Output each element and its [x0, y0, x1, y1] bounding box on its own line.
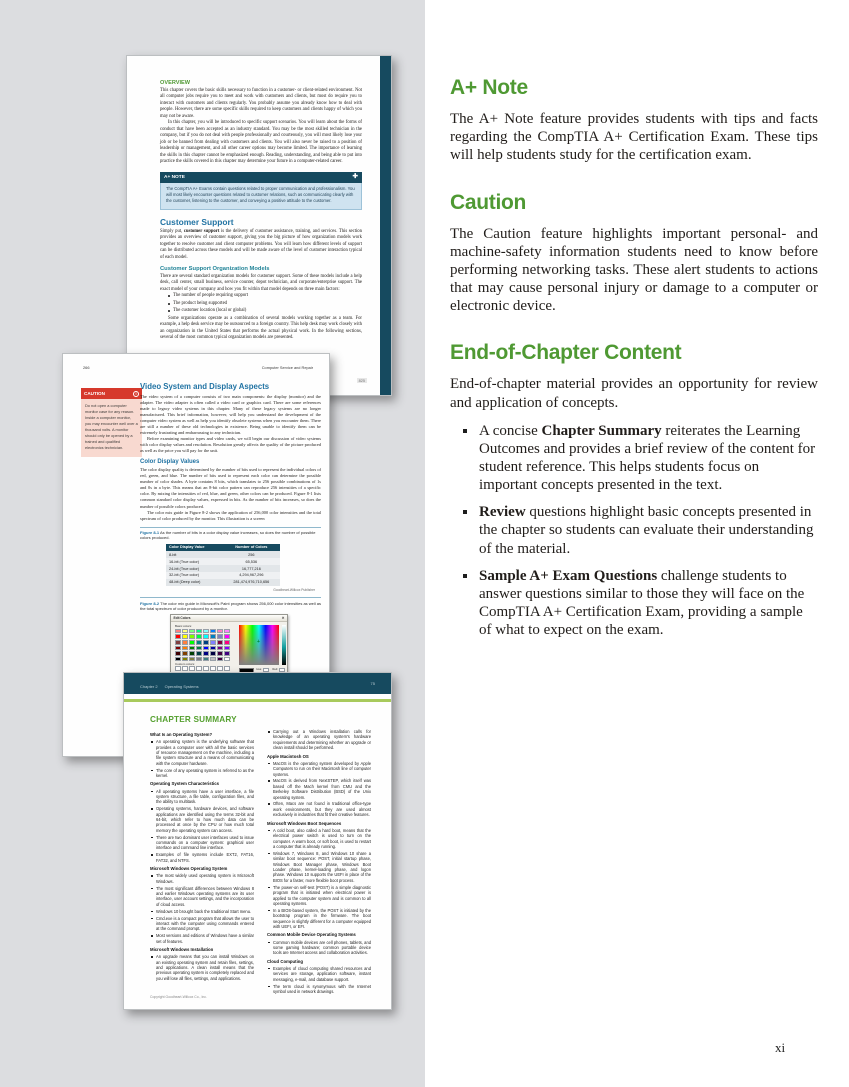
video-system-paragraph-1: The video system of a computer consists of two main components: the display (monitor) and the adapter. The video adapter is often called a video card or graphics card. There are some references made to legacy video systems in this chapter. Many of these legacy systems are no longer manufactured. This brief information, however, will help you understand the development of the computer video system as well as help you identify obsolete systems when you encounter them. There are still a number of these old technologies in existence. Being unable to identify them can be extremely frustrating and embarrassing to any technician.: [140, 394, 321, 436]
page-number: xi: [775, 1040, 786, 1055]
table-row: 48-bit (Deep color) 281,474,976,710,656: [166, 579, 280, 586]
a-plus-note-paragraph: The A+ Note feature provides students with tips and facts regarding the CompTIA A+ Certification Exam. These tips will help students study for the certification exam.: [450, 111, 818, 164]
chapter-summary-heading: CHAPTER SUMMARY: [150, 715, 237, 724]
hue-field-label: Hue:: [256, 668, 262, 672]
custom-colors-label: Custom colors:: [175, 662, 196, 667]
feature-bullet: Sample A+ Exam Questions challenge students to answer questions similar to those they will face on the CompTIA A+ Certification Exam, providing a sample of what to expect on the exam.: [450, 567, 818, 640]
feature-section-caution: [450, 191, 818, 316]
red-field-label: Red:: [272, 668, 278, 672]
crosshair-icon: +: [257, 639, 260, 646]
overview-paragraph-2: In this chapter, you will be introduced to specific support scenarios. You will learn about the forms of conduct that have been accepted as an industry standard. You may be the most skilled technician in the company, but if you do not deal with people professionally and courteously, you will most likely lose your job or be banned from dealing with customers and clients. You will also never be raised to a position of leadership or management, and all other career options may become limited. The importance of learning the skills in this chapter cannot be emphasized enough. Reading, understanding, and being able to put into practice the skills covered in this chapter may determine your future in a computer-related career.: [160, 120, 362, 165]
org-models-paragraph-2: Some organizations operate as a combination of several models working together as a team. For example, a help desk service may be outsourced to a foreign country. This help desk may work closely with an organization in the United States that performs the actual physical work. In the following sections, several of the most common typical organization models are presented.: [160, 315, 362, 341]
figure-divider: [140, 597, 321, 598]
page3-folio: 75: [370, 681, 375, 686]
summary-left-column: What Is an Operating System? An operating system is the underlying software that provides a computer user with all the basic services of resource management on the machine, including a file system structure and a means of communicating with the computer hardware. The core of any operating system is referred to as the kernel. Operating System Characteristics All operating systems have a user interface, a file system structure, a file table, configuration files, and the ability to multitask. Operating systems, hardware devices, and software applications are identified using the terms 32-bit and 64-bit, which refer to how much data can be processed at once by the CPU or how much total memory the operating system can access. There are two dominant user interfaces used to issue commands on a computer system: graphical user interface and command line interface. Examples of file systems include EXT2, FAT16, FAT32, and NTFS. Microsoft Windows Operating System The most widely used operating system is Microsoft Windows. The most significant differences between Windows 8 and earlier Windows operating systems are its user interface, user account settings, and the incorporation of cloud access. Windows 10 brought back the traditional Start menu. Cmd.exe is a compact program that allows the user to interact with the computer using commands entered at the command prompt. Most versions and editions of Windows have a similar set of features. Microsoft Windows Installation An upgrade means that you can install Windows on an existing operating system and retain files, settings, and applications. A clean install means that the previous operating system is completely replaced and you will lose all files, settings, and applications.: [150, 732, 254, 981]
warning-icon: !: [133, 391, 139, 397]
running-head: Computer Service and Repair: [261, 365, 313, 370]
color-display-paragraph-1: The color display quality is determined by the number of bits used to represent the individual colors of red, green, and blue. The number of bits used to represent each color can determine the possible number of color shades. A byte contains 8 bits, which translates to 256 possible combinations of 1s and 0s in a byte. This means that an 8-bit color pattern can reproduce 256 intensities of a specific color. By mixing the intensities of red, blue, and green, other colors can be produced. Figure 8-1 lists common standard color display values, expressed in bits. As the number of bits increases, so does the number of possible colors produced.: [140, 467, 321, 509]
chapter-header-bar: [124, 673, 391, 694]
figure-divider: [140, 527, 321, 528]
customer-support-paragraph: Simply put, customer support is the delivery of customer assistance, training, and services. This section provides an overview of customer support, giving you the big picture of how organization models work together to resolve customer and client computer problems. You will learn how different levels of support can be distributed across these models and will be made aware of the level of customer interaction typical of each model.: [160, 228, 362, 260]
table-row: 24-bit (True color) 16,777,216: [166, 565, 280, 572]
org-models-bullet: The product being supported: [168, 301, 362, 308]
table-row: 16-bit (True color) 65,536: [166, 558, 280, 565]
page1-folio: 825: [358, 378, 365, 383]
basic-colors-label: Basic colors:: [175, 624, 193, 629]
red-field: [279, 668, 285, 672]
chapter-title: Operating Systems: [164, 683, 199, 689]
figure-credit: Goodheart-Willcox Publisher: [273, 588, 315, 592]
org-models-bullet: The customer location (local or global): [168, 308, 362, 315]
video-system-heading: Video System and Display Aspects: [140, 382, 270, 391]
end-of-chapter-bullets: [450, 422, 818, 640]
org-models-bullet: The number of people requiring support: [168, 293, 362, 300]
org-models-heading: Customer Support Organization Models: [160, 266, 270, 273]
table-row: 32-bit (True color) 4,294,967,296: [166, 572, 280, 579]
color-display-values-heading: Color Display Values: [140, 459, 200, 466]
color-display-paragraph-2: The color mix guide in Figure 8-2 shows the application of 256,000 color intensities and the total spectrum of color produced by the monitor. This illustration is a screen: [140, 509, 321, 521]
color-display-table: [166, 544, 280, 586]
plus-icon: ✚: [352, 173, 358, 181]
chapter-label: Chapter 2: [140, 683, 158, 689]
luminance-bar: [282, 625, 286, 665]
end-of-chapter-paragraph: End-of-chapter material provides an opportunity for review and application of concepts.: [450, 376, 818, 411]
org-models-paragraph-1: There are several standard organization models for customer support. Some of these models include a help desk, call center, small business, service counter, depot technician, and corporate/enterprise support. The exact model of your company and how you fit within that model depends on three main factors:: [160, 273, 362, 292]
customer-support-heading: Customer Support: [160, 216, 234, 227]
a-plus-note-heading: A+ Note: [450, 76, 528, 99]
close-icon: ✕: [281, 616, 285, 621]
a-plus-note-body: The CompTIA A+ Exams contain questions related to proper communication and professionalism. You will most likely encounter questions related to customer relations, such as communicating clearly with the customer, listening to the customer, and conveying a positive attitude to the customer.: [160, 183, 362, 210]
a-plus-note-label: A+ NOTE: [164, 174, 185, 180]
a-plus-note-box: [160, 172, 362, 210]
caution-heading: Caution: [450, 190, 527, 214]
caution-box: [81, 388, 142, 457]
summary-right-column: Carrying out a Windows installation calls for knowledge of an operating system's hardware requirements and determining whether an upgrade or clean install should be performed. Apple Macintosh OS MacOS is the operating system developed by Apple Computers to run on their Macintosh line of computer systems. MacOS is derived from NextSTEP, which itself was based off the Mach kernel from CMU and the Berkeley Software Distribution (BSD) of the Unix operating system. Often, Macs are not found in traditional office-type work environments, but they are used almost exclusively in industries that fit their creative features. Microsoft Windows Boot Sequences A cold boot, also called a hard boot, means that the electrical power switch is used to turn on the computer. A warm boot, or soft boot, is used to restart a computer that is already running. Windows 7, Windows 8, and Windows 10 share a similar boot sequence: POST, initial startup phase, Windows Boot Manager phase, Windows Boot Loader phase, kernel-loading phase, and logon phase. Windows 10 supports the UEFI in place of the BIOS for a faster, more flexible boot process. The power-on self-test (POST) is a simple diagnostic program that is initiated when electrical power is applied to the computer system and is common to all operating systems. In a BIOS-based system, the POST is initiated by the bootstrap program in the firmware. The boot sequence is slightly different for a computer equipped with UEFI, or EFI. Common Mobile Device Operating Systems Common mobile devices are cell phones, tablets, and some gaming hardware; common portable device tools are Internet access and collaboration activities. Cloud Computing Examples of cloud computing shared resources and services are storage, application software, instant messaging, e-mail, and database support. The term cloud is synonymous with the Internet symbol used in network drawings.: [267, 729, 371, 994]
copyright-footer: Copyright Goodheart-Willcox Co., Inc.: [150, 995, 207, 999]
figure-8-1-caption: Figure 8-1 As the number of bits in a color display value increases, so does the number of possible colors produced.: [140, 530, 316, 541]
dialog-title: Edit Colors: [173, 616, 191, 621]
table-header-colors: Number of Colors: [223, 544, 280, 551]
feature-section-end-of-chapter: [450, 341, 818, 639]
table-row: 8-bit 256: [166, 551, 280, 558]
sample-page-chapter-summary: [123, 672, 392, 1010]
overview-heading: OVERVIEW: [160, 80, 191, 86]
features-column: [450, 76, 818, 665]
chapter-edge-bar: [380, 56, 391, 395]
feature-bullet: Review questions highlight basic concepts presented in the chapter so students can evaluate their understanding of the material.: [450, 503, 818, 557]
caution-body: Do not open a computer monitor case for any reason. Inside a computer monitor, you may encounter well over a thousand volts. A monitor should only be opened by a trained and qualified electronics technician.: [81, 399, 142, 457]
overview-paragraph-1: This chapter covers the basic skills necessary to function in a customer- or client-related environment. Not all computer jobs require you to meet and work with customers and clients, but most do require you to interact with customers and clients regularly. You probably assume you already know how to deal with people. However, there are some specific skills required to keep customers and clients happy of which you may not be aware.: [160, 88, 362, 119]
sample-page-customer-support: [126, 55, 392, 396]
paint-basic-colors-grid: [175, 629, 230, 662]
feature-bullet: A concise Chapter Summary reiterates the Learning Outcomes and provides a brief review of the content for student reference. This helps students focus on important concepts presented in the text.: [450, 422, 818, 495]
figure-8-2-caption: Figure 8-2 The color mix guide in Microsoft's Paint program shows 256,000 color intensities as well as the total spectrum of color produced by a monitor.: [140, 600, 322, 611]
table-header-value: Color Display Value: [166, 544, 223, 551]
hue-saturation-field: [239, 625, 279, 665]
video-system-paragraph-2: Before examining monitor types and video cards, we will begin our discussion of video systems with color display values and resolution. Resolution greatly affects the quality of the picture produced as well as the price you will pay for the unit.: [140, 436, 321, 454]
hue-field: [263, 668, 269, 672]
end-of-chapter-heading: End-of-Chapter Content: [450, 341, 682, 365]
caution-paragraph: The Caution feature highlights important personal- and machine-safety information students need to know before performing networking tasks. These alert students to actions that may cause personal injury or damage to a computer or electronic device.: [450, 225, 818, 315]
feature-section-a-plus-note: [450, 76, 818, 165]
caution-label: CAUTION: [84, 391, 105, 396]
page2-folio: 266: [83, 365, 90, 370]
